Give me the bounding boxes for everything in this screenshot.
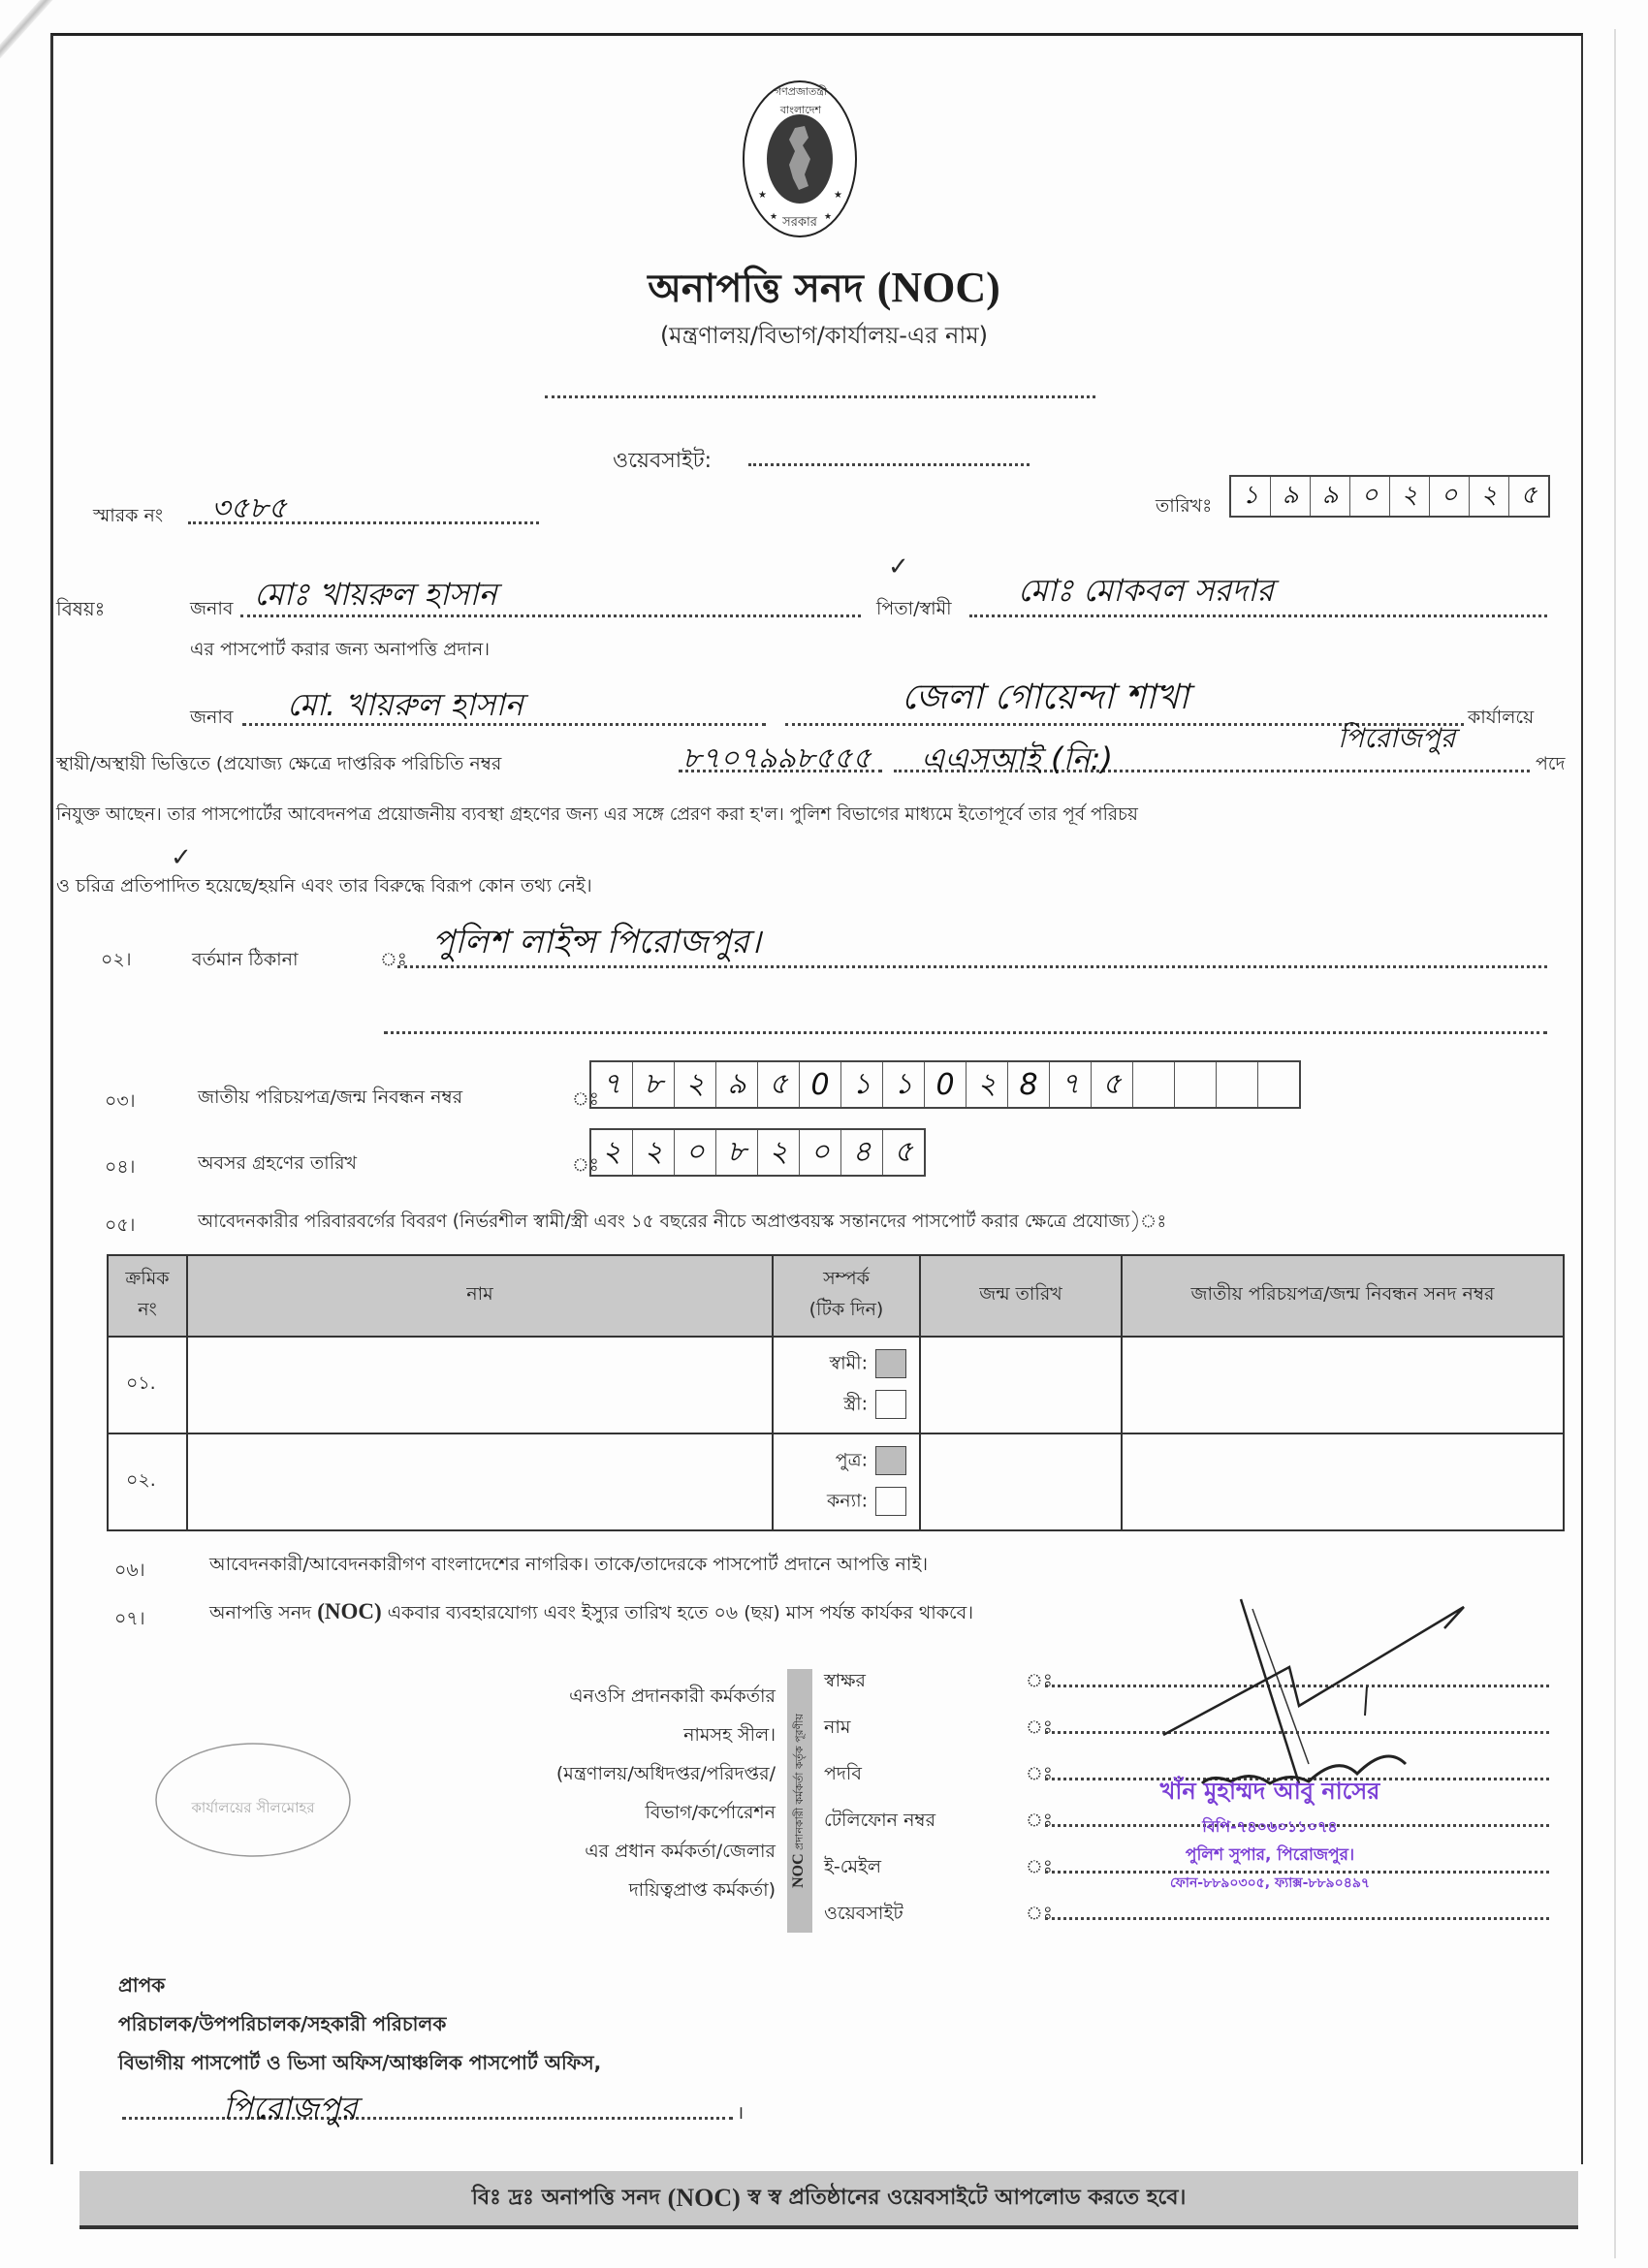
row-name-cell[interactable] xyxy=(187,1337,773,1433)
seal-text-top: গণপ্রজাতন্ত্রী বাংলাদেশ xyxy=(774,85,828,116)
header-dob: জন্ম তারিখ xyxy=(920,1255,1122,1337)
ministry-name-line[interactable] xyxy=(545,395,1095,398)
header-relation-line2: (টিক দিন) xyxy=(808,1299,884,1320)
header-serial-line2: নং xyxy=(138,1299,157,1320)
relation-daughter-label: কন্যা: xyxy=(826,1490,868,1512)
stamp-phone: ফোন-৮৮৯০৩০৫, ফ্যাক্স-৮৮৯০৪৯৭ xyxy=(1169,1875,1371,1891)
page-subtitle: (মন্ত্রণালয়/বিভাগ/কার্যালয়-এর নাম) xyxy=(659,322,989,349)
title-text: অনাপত্তি সনদ xyxy=(648,267,864,311)
item-02-num: ০২। xyxy=(101,949,132,970)
digit-box[interactable]: 8 xyxy=(1008,1062,1050,1107)
officer-left-line: এনওসি প্রদানকারী কর্মকর্তার xyxy=(569,1685,776,1707)
date-boxes[interactable] xyxy=(1229,475,1550,518)
relation-son-label: পুত্র: xyxy=(835,1449,868,1470)
digit-box[interactable]: ৭ xyxy=(1050,1062,1092,1107)
father-label: পিতা/স্বামী xyxy=(876,598,952,619)
official-id-value: ৮৭০৭৯৯৮৫৫৫ xyxy=(682,741,872,775)
officer-left-line: নামসহ সীল। xyxy=(683,1724,776,1746)
retirement-colon: ঃ xyxy=(572,1154,599,1176)
body-line2-prefix: স্থায়ী/অস্থায়ী ভিত্তিতে (প্রযোজ্য ক্ষেত্রে দাপ্তরিক পরিচিতি নম্বর xyxy=(56,753,502,774)
footer-text-a: বিঃ দ্রঃ অনাপত্তি সনদ xyxy=(471,2185,660,2210)
field-colon: ঃ xyxy=(1026,1810,1053,1831)
date-label: তারিখঃ xyxy=(1156,495,1213,517)
nid-boxes[interactable] xyxy=(589,1060,1301,1109)
row-dob-cell[interactable] xyxy=(920,1337,1122,1433)
header-relation-line1: সম্পর্ক xyxy=(823,1268,870,1289)
item-07-noc: (NOC) xyxy=(317,1599,382,1623)
address-colon: ঃ xyxy=(380,949,407,970)
digit-box[interactable]: ৫ xyxy=(1520,481,1537,510)
body-janab-label: জনাব xyxy=(190,707,234,728)
field-label: টেলিফোন নম্বর xyxy=(824,1810,936,1831)
retirement-date-boxes[interactable] xyxy=(589,1128,926,1177)
header-relation xyxy=(773,1255,920,1337)
item-06-num: ০৬। xyxy=(114,1559,145,1581)
subject-janab-label: জনাব xyxy=(190,598,234,619)
website-line[interactable] xyxy=(748,463,1030,466)
character-tick-mark: ✓ xyxy=(171,843,192,872)
digit-box[interactable] xyxy=(1133,1062,1175,1107)
digit-box[interactable]: ২ xyxy=(967,1062,1008,1107)
officer-field-website xyxy=(824,1896,1561,1942)
svg-text:★: ★ xyxy=(758,190,767,201)
table-row xyxy=(108,1433,1564,1530)
field-colon: ঃ xyxy=(1026,1903,1053,1924)
husband-checkbox[interactable] xyxy=(875,1349,906,1378)
svg-text:★: ★ xyxy=(770,212,778,222)
office-seal-label: কার্যালয়ের সীলমোহর xyxy=(191,1799,315,1816)
stamp-name: খাঁন মুহাম্মদ আবু নাসের xyxy=(1159,1778,1380,1805)
recipient-end: । xyxy=(737,2102,745,2124)
field-label: ই-মেইল xyxy=(824,1856,882,1877)
daughter-checkbox[interactable] xyxy=(875,1487,906,1516)
body-line4: ও চরিত্র প্রতিপাদিত হয়েছে/হয়নি এবং তার বিরুদ্ধে বিরূপ কোন তথ্য নেই। xyxy=(56,875,592,897)
digit-box[interactable]: ৭ xyxy=(591,1062,633,1107)
vertical-tab-text: প্রদানকারী কর্মকর্তা কর্তৃক পূরণীয় xyxy=(793,1714,806,1850)
field-colon: ঃ xyxy=(1026,1670,1053,1691)
item-04-num: ০৪। xyxy=(105,1156,136,1178)
retirement-label: অবসর গ্রহণের তারিখ xyxy=(198,1152,358,1174)
family-details-label: আবেদনকারীর পরিবারবর্গের বিবরণ (নির্ভরশীল স্বামী/স্ত্রী এবং ১৫ বছরের নীচে অপ্রাপ্তবয়স্ক সন্তানদের পাসপোর্ট করার ক্ষেত্রে প্রযোজ্য)ঃ xyxy=(198,1212,1167,1232)
memo-label: স্মারক নং xyxy=(93,505,164,526)
paper-edge xyxy=(1614,29,1616,2258)
digit-box[interactable]: 0 xyxy=(925,1062,967,1107)
body-name-value: মো. খায়রুল হাসান xyxy=(287,686,523,723)
nid-colon: ঃ xyxy=(572,1088,599,1110)
officer-stamp xyxy=(1105,1774,1435,1895)
website-line[interactable] xyxy=(1045,1917,1549,1920)
line2-suffix: পদে xyxy=(1536,753,1566,774)
item-05-num: ০৫। xyxy=(105,1214,136,1236)
page-title xyxy=(0,258,1648,323)
digit-box[interactable]: ২ xyxy=(591,1130,633,1175)
svg-text:★: ★ xyxy=(834,190,842,201)
officer-left-line: (মন্ত্রণালয়/অধিদপ্তর/পরিদপ্তর/ xyxy=(555,1763,776,1784)
row-serial: ০১. xyxy=(108,1337,187,1433)
body-office-value: জেলা গোয়েন্দা শাখা xyxy=(902,677,1189,717)
recipient-city-line[interactable] xyxy=(122,2117,733,2120)
father-name-value: মোঃ মোকবল সরদার xyxy=(1018,572,1274,609)
vertical-tab-noc: NOC xyxy=(790,1853,807,1888)
header-serial xyxy=(108,1255,187,1337)
nid-label: জাতীয় পরিচয়পত্র/জন্ম নিবন্ধন নম্বর xyxy=(198,1087,463,1108)
relation-husband-label: স্বামী: xyxy=(829,1352,868,1373)
digit-box[interactable]: ১ xyxy=(841,1062,883,1107)
row-relation-cell xyxy=(773,1337,920,1433)
digit-box[interactable]: ৯ xyxy=(1311,477,1350,516)
table-row xyxy=(108,1337,1564,1433)
address-label: বর্তমান ঠিকানা xyxy=(192,949,299,970)
digit-box[interactable]: ৫ xyxy=(1092,1062,1133,1107)
field-label: নাম xyxy=(824,1717,851,1738)
header-nid: জাতীয় পরিচয়পত্র/জন্ম নিবন্ধন সনদ নম্বর xyxy=(1122,1255,1564,1337)
item-07-text-a: অনাপত্তি সনদ xyxy=(209,1602,312,1623)
recipient-label: প্রাপক xyxy=(118,1973,166,1997)
digit-box[interactable]: ২ xyxy=(675,1062,716,1107)
digit-box[interactable]: 0 xyxy=(800,1062,841,1107)
digit-box[interactable]: ৮ xyxy=(633,1062,675,1107)
digit-box[interactable] xyxy=(1217,1062,1258,1107)
seal-text-bottom: সরকার xyxy=(782,215,817,230)
relation-wife-label: স্ত্রী: xyxy=(843,1393,868,1415)
family-table xyxy=(107,1254,1565,1531)
digit-box[interactable]: ০ xyxy=(1430,477,1470,516)
field-colon: ঃ xyxy=(1026,1856,1053,1877)
designation-value: এএসআই (নি:) xyxy=(921,740,1113,777)
digit-box[interactable]: ০ xyxy=(800,1130,841,1175)
field-label: পদবি xyxy=(824,1763,862,1784)
body-district-value: পিরোজপুর xyxy=(1338,722,1456,754)
noc-vertical-tab xyxy=(787,1669,812,1933)
header-name: নাম xyxy=(187,1255,773,1337)
wife-checkbox[interactable] xyxy=(875,1390,906,1419)
family-table-header xyxy=(108,1255,1564,1337)
item-03-num: ০৩। xyxy=(105,1090,136,1112)
item-07-text-b: একবার ব্যবহারযোগ্য এবং ইস্যুর তারিখ হতে ০৬ (ছয়) মাস পর্যন্ত কার্যকর থাকবে। xyxy=(387,1602,974,1623)
address-value: পুলিশ লাইন্স পিরোজপুর। xyxy=(432,923,761,961)
digit-box[interactable]: ১ xyxy=(883,1062,925,1107)
field-colon: ঃ xyxy=(1026,1763,1053,1784)
row-nid-cell[interactable] xyxy=(1122,1337,1564,1433)
digit-box[interactable]: ৯ xyxy=(1271,477,1311,516)
digit-box[interactable]: ১ xyxy=(1231,477,1271,516)
row-nid-cell[interactable] xyxy=(1122,1433,1564,1530)
address-line-2[interactable] xyxy=(384,1031,1547,1034)
digit-box[interactable]: ৪ xyxy=(841,1130,883,1175)
handwritten-signature-icon xyxy=(1144,1590,1474,1803)
digit-box[interactable] xyxy=(1258,1062,1299,1107)
stamp-designation: পুলিশ সুপার, পিরোজপুর। xyxy=(1185,1845,1355,1865)
body-line3: নিযুক্ত আছেন। তার পাসপোর্টের আবেদনপত্র প্রয়োজনীয় ব্যবস্থা গ্রহণের জন্য এর সঙ্গে প্রেরণ করা হ'ল। পুলিশ বিভাগের মাধ্যমে ইতোপূর্বে তার পূর্ব পরিচয় xyxy=(56,804,1138,825)
digit-box[interactable]: ০ xyxy=(675,1130,716,1175)
subject-name-value: মোঃ খায়রুল হাসান xyxy=(254,576,497,613)
digit-box[interactable]: ৫ xyxy=(758,1062,800,1107)
row-serial: ০২. xyxy=(108,1433,187,1530)
officer-left-line: বিভাগ/কর্পোরেশন xyxy=(645,1802,776,1823)
title-noc: (NOC) xyxy=(876,264,1000,311)
footer-noc: (NOC) xyxy=(667,2184,741,2212)
digit-box[interactable]: ২ xyxy=(758,1130,800,1175)
memo-value: ৩৫৮৫ xyxy=(211,491,287,525)
svg-text:★: ★ xyxy=(824,212,833,222)
website-label: ওয়েবসাইট: xyxy=(613,449,712,473)
recipient-city-value: পিরোজপুর xyxy=(223,2090,358,2126)
officer-left-line: এর প্রধান কর্মকর্তা/জেলার xyxy=(585,1841,776,1862)
office-suffix: কার্যালয়ে xyxy=(1468,707,1535,728)
item-07-num: ০৭। xyxy=(114,1608,145,1629)
digit-box[interactable]: ৯ xyxy=(716,1062,758,1107)
recipient-line1: পরিচালক/উপপরিচালক/সহকারী পরিচালক xyxy=(118,2012,447,2035)
digit-box[interactable]: ২ xyxy=(633,1130,675,1175)
row-dob-cell[interactable] xyxy=(920,1433,1122,1530)
digit-box[interactable]: ২ xyxy=(1390,477,1430,516)
header-serial-line1: ক্রমিক xyxy=(125,1268,170,1289)
son-checkbox[interactable] xyxy=(875,1446,906,1475)
subject-label: বিষয়ঃ xyxy=(56,597,106,620)
footer-text-b: স্ব স্ব প্রতিষ্ঠানের ওয়েবসাইটে আপলোড করতে হবে। xyxy=(747,2185,1187,2210)
row-relation-cell xyxy=(773,1433,920,1530)
field-colon: ঃ xyxy=(1026,1717,1053,1738)
officer-left-description xyxy=(407,1677,776,1909)
footer-note xyxy=(79,2171,1578,2229)
item-06-text: আবেদনকারী/আবেদনকারীগণ বাংলাদেশের নাগরিক। তাকে/তাদেরকে পাসপোর্ট প্রদানে আপত্তি নাই। xyxy=(209,1554,929,1575)
digit-box[interactable]: ৮ xyxy=(716,1130,758,1175)
field-label: ওয়েবসাইট xyxy=(824,1903,903,1924)
digit-box[interactable] xyxy=(1175,1062,1217,1107)
recipient-line2: বিভাগীয় পাসপোর্ট ও ভিসা অফিস/আঞ্চলিক পাসপোর্ট অফিস, xyxy=(118,2051,602,2074)
father-tick-mark: ✓ xyxy=(888,552,909,582)
field-label: স্বাক্ষর xyxy=(824,1670,866,1691)
stamp-bp-number: বিপি-৭৪০৬০১১০৭৪ xyxy=(1202,1817,1338,1836)
item-07-text xyxy=(209,1599,973,1630)
officer-left-line: দায়িত্বপ্রাপ্ত কর্মকর্তা) xyxy=(628,1879,776,1901)
row-name-cell[interactable] xyxy=(187,1433,773,1530)
subject-line2: এর পাসপোর্ট করার জন্য অনাপত্তি প্রদান। xyxy=(190,639,491,660)
digit-box[interactable]: ০ xyxy=(1350,477,1390,516)
digit-box[interactable]: ২ xyxy=(1470,477,1509,516)
digit-box[interactable]: ৫ xyxy=(894,1134,913,1169)
